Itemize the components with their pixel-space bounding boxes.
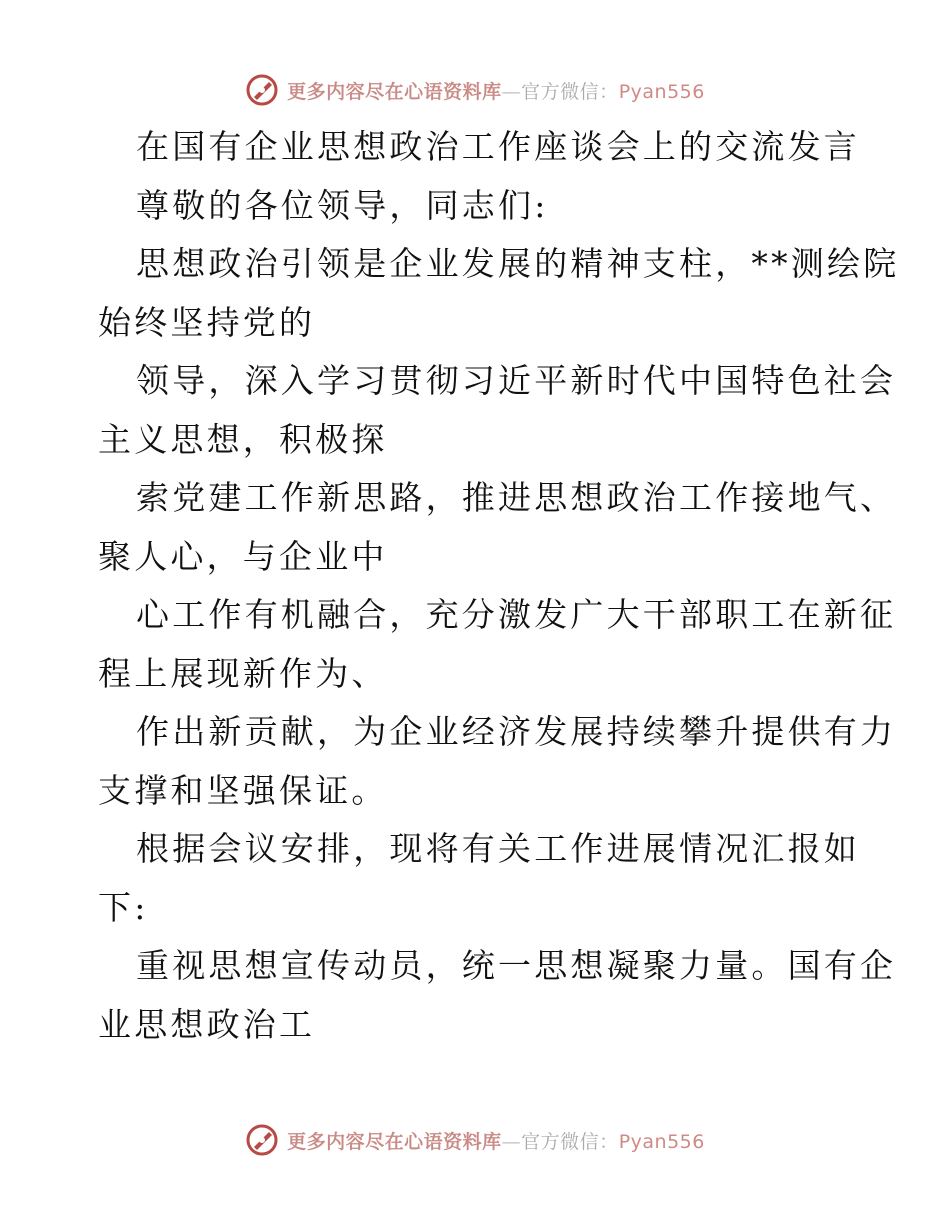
document-line: 支撑和坚强保证。 [98,770,388,810]
document-line: 聚人心，与企业中 [98,536,388,576]
document-line: 尊敬的各位领导，同志们: [136,185,549,225]
document-line: 索党建工作新思路，推进思想政治工作接地气、 [136,478,897,517]
header-watermark [0,70,950,110]
document-line: 思想政治引领是企业发展的精神支柱，**测绘院 [136,244,900,283]
document-line: 根据会议安排，现将有关工作进展情况汇报如 [136,829,860,868]
document-line: 心工作有机融合，充分激发广大干部职工在新征 [136,595,897,634]
document-line: 在国有企业思想政治工作座谈会上的交流发言 [136,127,860,166]
footer-watermark [0,1120,950,1160]
document-line: 下: [98,887,149,927]
document-line: 领导，深入学习贯彻习近平新时代中国特色社会 [136,361,897,400]
document-line: 作出新贡献，为企业经济发展持续攀升提供有力 [136,712,897,751]
watermark-separator: — [501,80,522,103]
watermark-sub: 官方微信： [521,80,619,103]
document-body [98,118,900,1054]
watermark-text [287,77,705,104]
watermark-separator: — [501,1130,522,1153]
watermark-id: Pyan556 [618,1130,705,1153]
document-line: 重视思想宣传动员，统一思想凝聚力量。国有企 [136,946,897,985]
pen-logo-icon [245,1123,279,1157]
watermark-main: 更多内容尽在心语资料库 [287,80,502,103]
document-line: 主义思想，积极探 [98,419,388,459]
watermark-main: 更多内容尽在心语资料库 [287,1130,502,1153]
watermark-id: Pyan556 [618,80,705,103]
document-line: 业思想政治工 [98,1004,316,1044]
pen-logo-icon [245,73,279,107]
watermark-text [287,1127,705,1154]
document-line: 程上展现新作为、 [98,653,388,693]
watermark-sub: 官方微信： [521,1130,619,1153]
document-line: 始终坚持党的 [98,302,316,342]
